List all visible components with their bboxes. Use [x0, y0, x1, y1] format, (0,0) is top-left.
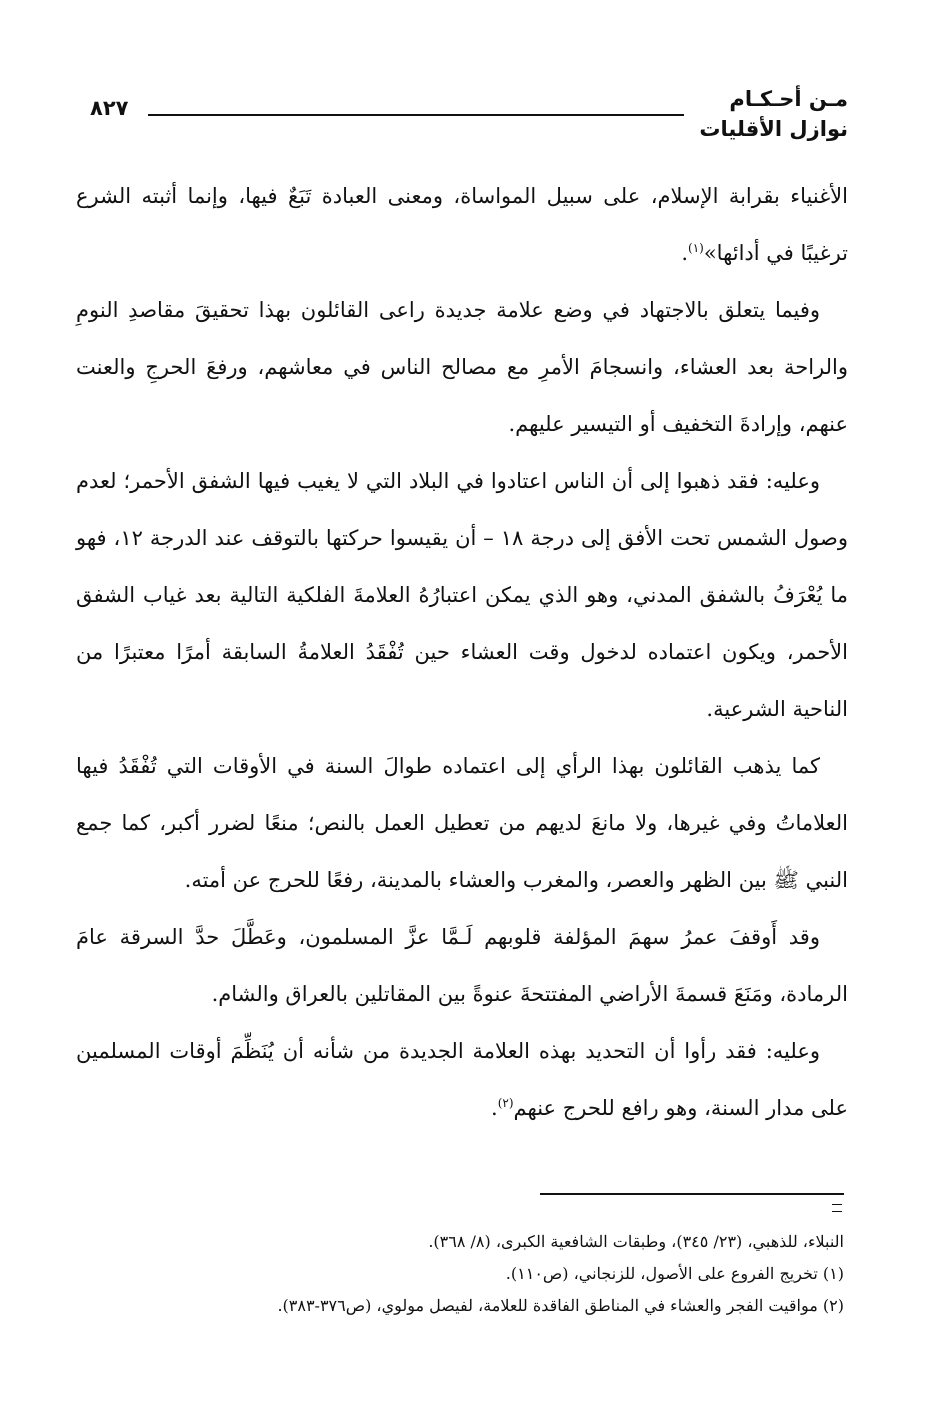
paragraph-1-text: الأغنياء بقرابة الإسلام، على سبيل المواساة، ومعنى العبادة تَبَعٌ فيها، وإنما أثبته الشرع ترغيبًا في أدائها» [76, 184, 848, 265]
running-header [90, 84, 848, 154]
footnote-continued: النبلاء، للذهبي، (٢٣/ ٣٤٥)، وطبقات الشافعية الكبرى، (٨/ ٣٦٨). [428, 1232, 844, 1251]
paragraph-5: وقد أَوقفَ عمرُ سهمَ المؤلفة قلوبهم لَـمَّا عزَّ المسلمون، وعَطَّلَ حدَّ السرقة عامَ الرمادة، ومَنَعَ قسمةَ الأراضي المفتتحةَ عنوةً بين المقاتلين بالعراق والشام. [76, 925, 848, 1006]
footnote-ref-1: (١) [688, 241, 704, 255]
paragraph-2: وفيما يتعلق بالاجتهاد في وضع علامة جديدة راعى القائلون بهذا تحقيقَ مقاصدِ النومِ والراحة بعد العشاء، وانسجامَ الأمرِ مع مصالح الناس في معاشهم، ورفعَ الحرجِ والعنت عنهم، وإرادةَ التخفيف أو التيسير عليهم. [76, 298, 848, 436]
page-number: ٨٢٧ [90, 96, 129, 120]
paragraph-4: كما يذهب القائلون بهذا الرأي إلى اعتماده طوالَ السنة في الأوقات التي تُفْقَدُ فيها العلاماتُ وفي غيرها، ولا مانعَ لديهم من تعطيل العمل بالنص؛ منعًا لضرر أكبر، كما جمع النبي ﷺ بين الظهر والعصر، والمغرب والعشاء بالمدينة، رفعًا للحرج عن أمته. [76, 754, 848, 892]
paragraph-1 [76, 168, 848, 282]
body-text [76, 168, 848, 1137]
footnote-ref-2: (٢) [497, 1096, 514, 1110]
header-rule [148, 114, 684, 116]
footnote-separator [540, 1193, 844, 1195]
footnote-1: (١) تخريج الفروع على الأصول، للزنجاني، (ص١١٠). [505, 1264, 844, 1283]
book-title-line1: مـن أحـكـام [729, 87, 848, 111]
footnotes [150, 1226, 844, 1322]
paragraph-6-end: . [491, 1096, 498, 1120]
footnote-2: (٢) مواقيت الفجر والعشاء في المناطق الفاقدة للعلامة، لفيصل مولوي، (ص٣٧٦-٣٨٣). [277, 1296, 844, 1315]
paragraph-6 [76, 1023, 848, 1137]
paragraph-6-text: وعليه: فقد رأوا أن التحديد بهذه العلامة الجديدة من شأنه أن يُنَظِّمَ أوقات المسلمين على مدار السنة، وهو رافع للحرج عنهم [76, 1039, 848, 1120]
footnote-continuation-mark [832, 1204, 842, 1212]
book-title [699, 84, 848, 144]
paragraph-1-end: . [681, 241, 688, 265]
book-title-line2: نوازل الأقليات [699, 117, 848, 141]
paragraph-3: وعليه: فقد ذهبوا إلى أن الناس اعتادوا في البلاد التي لا يغيب فيها الشفق الأحمر؛ لعدم وصول الشمس تحت الأفق إلى درجة ١٨ – أن يقيسوا حركتها بالتوقف عند الدرجة ١٢، فهو ما يُعْرَفُ بالشفق المدني، وهو الذي يمكن اعتبارُهُ العلامةَ الفلكية التالية بعد غياب الشفق الأحمر، ويكون اعتماده لدخول وقت العشاء حين تُفْقَدُ العلامةُ السابقة أمرًا معتبرًا من الناحية الشرعية. [76, 469, 848, 721]
